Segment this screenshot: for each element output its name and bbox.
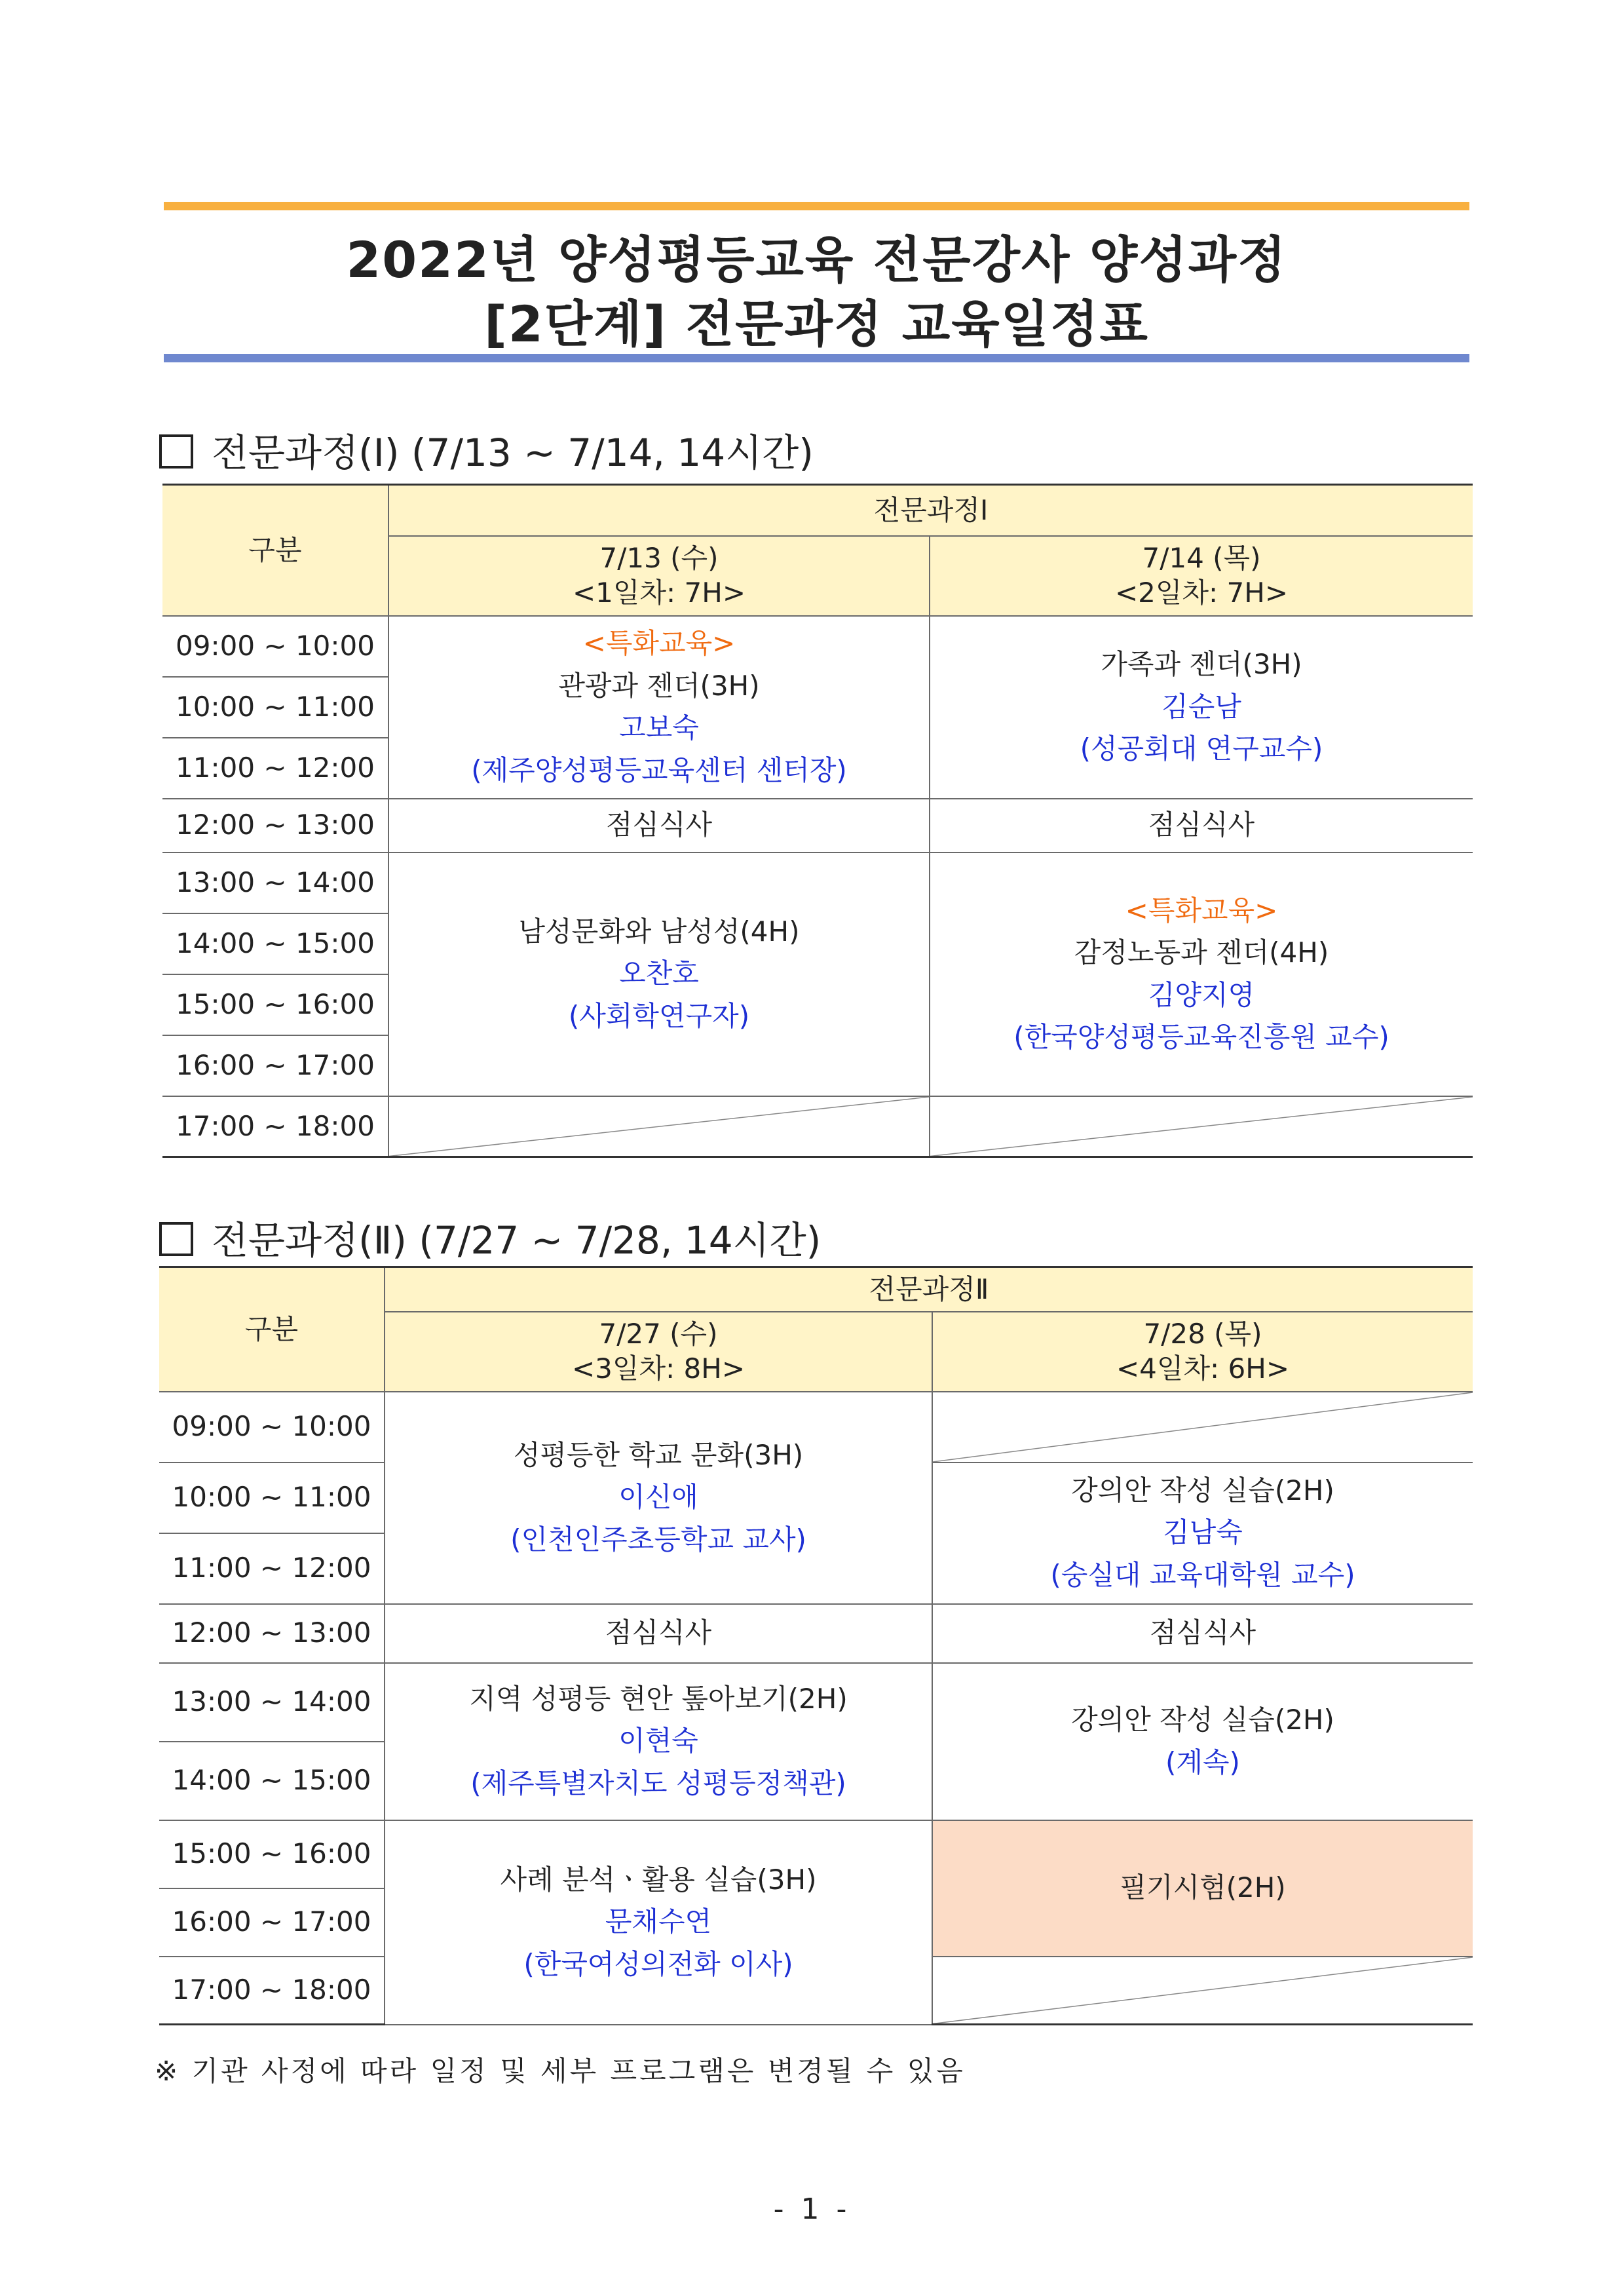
section1-heading <box>159 422 814 477</box>
session-affiliation: (숭실대 교육대학원 교수) <box>1050 1558 1355 1591</box>
section2-heading-text: 전문과정(Ⅱ) (7/27 ~ 7/28, 14시간) <box>212 1218 821 1263</box>
time-cell: 12:00 ~ 13:00 <box>159 1604 385 1663</box>
time-cell: 14:00 ~ 15:00 <box>159 1742 385 1820</box>
day1-date: 7/13 (수) <box>599 542 719 574</box>
session-title: 사례 분석ㆍ활용 실습(3H) <box>500 1863 817 1896</box>
session-tag: <특화교육> <box>1125 894 1278 927</box>
session-affiliation: (인천인주초등학교 교사) <box>510 1523 806 1556</box>
page-title-line1: 2022년 양성평등교육 전문강사 양성과정 <box>346 231 1287 289</box>
session-affiliation: (제주특별자치도 성평등정책관) <box>470 1767 846 1799</box>
time-cell: 13:00 ~ 14:00 <box>159 1663 385 1742</box>
day3-sub: <3일차: 8H> <box>571 1352 746 1385</box>
session-d4-pm1 <box>932 1663 1473 1820</box>
time-cell: 15:00 ~ 16:00 <box>162 974 388 1035</box>
session-affiliation: (제주양성평등교육센터 센터장) <box>471 754 847 786</box>
diagonal-slash <box>389 1097 929 1157</box>
time-cell: 17:00 ~ 18:00 <box>159 1957 385 2025</box>
header-label: 구분 <box>159 1267 385 1392</box>
lunch-cell: 점심식사 <box>388 799 930 852</box>
header-group: 전문과정Ⅱ <box>385 1267 1473 1312</box>
session-title: 지역 성평등 현안 톺아보기(2H) <box>469 1682 848 1715</box>
time-cell: 13:00 ~ 14:00 <box>162 852 388 913</box>
page-title-line2: [2단계] 전문과정 교육일정표 <box>484 295 1149 353</box>
session-d3-pm2 <box>385 1820 932 2025</box>
day4-sub: <4일차: 6H> <box>1116 1352 1290 1385</box>
day4-date: 7/28 (목) <box>1143 1318 1262 1350</box>
session-affiliation: (계속) <box>1165 1746 1240 1778</box>
header-day1 <box>388 536 930 616</box>
session-title: 강의안 작성 실습(2H) <box>1071 1704 1334 1736</box>
time-cell: 10:00 ~ 11:00 <box>159 1463 385 1533</box>
title-bottom-bar <box>164 354 1469 362</box>
session-title: 강의안 작성 실습(2H) <box>1071 1474 1334 1506</box>
time-cell: 09:00 ~ 10:00 <box>159 1392 385 1463</box>
session-lecturer: 김남숙 <box>1163 1516 1243 1549</box>
session-lecturer: 이신애 <box>618 1481 698 1514</box>
session-d2-pm <box>930 852 1473 1096</box>
session-d4-am <box>932 1463 1473 1604</box>
lunch-cell: 점심식사 <box>385 1604 932 1663</box>
diagonal-slash <box>933 1957 1473 2024</box>
header-label: 구분 <box>162 485 388 616</box>
session-title: 가족과 젠더(3H) <box>1101 648 1302 681</box>
checkbox-square-icon <box>159 1222 193 1256</box>
diagonal-slash <box>933 1392 1473 1462</box>
session-affiliation: (한국양성평등교육진흥원 교수) <box>1013 1021 1389 1053</box>
time-cell: 11:00 ~ 12:00 <box>159 1533 385 1604</box>
empty-slot <box>930 1096 1473 1157</box>
day2-sub: <2일차: 7H> <box>1114 576 1289 609</box>
session-d3-pm1 <box>385 1663 932 1820</box>
page-number: - 1 - <box>773 2192 851 2226</box>
session-lecturer: 문채수연 <box>605 1905 712 1938</box>
session-title: 남성문화와 남성성(4H) <box>518 915 800 947</box>
header-group: 전문과정Ⅰ <box>388 485 1473 536</box>
time-cell: 14:00 ~ 15:00 <box>162 913 388 974</box>
header-day3 <box>385 1312 932 1392</box>
session-affiliation: (성공회대 연구교수) <box>1080 733 1323 765</box>
time-cell: 12:00 ~ 13:00 <box>162 799 388 852</box>
session-title: 성평등한 학교 문화(3H) <box>513 1438 804 1471</box>
time-cell: 09:00 ~ 10:00 <box>162 616 388 677</box>
session-lecturer: 오찬호 <box>619 957 699 990</box>
header-day2 <box>930 536 1473 616</box>
session-d3-am <box>385 1392 932 1604</box>
checkbox-square-icon <box>159 434 193 469</box>
session-affiliation: (한국여성의전화 이사) <box>523 1947 793 1980</box>
lunch-cell: 점심식사 <box>932 1604 1473 1663</box>
session-d4-exam: 필기시험(2H) <box>932 1820 1473 1957</box>
empty-slot <box>932 1957 1473 2025</box>
time-cell: 16:00 ~ 17:00 <box>159 1888 385 1957</box>
schedule-table-1 <box>162 484 1473 1158</box>
time-cell: 11:00 ~ 12:00 <box>162 738 388 799</box>
lunch-cell: 점심식사 <box>930 799 1473 852</box>
session-title: 관광과 젠더(3H) <box>558 669 760 702</box>
header-day4 <box>932 1312 1473 1392</box>
session-lecturer: 김순남 <box>1161 690 1241 723</box>
day2-date: 7/14 (목) <box>1142 542 1261 574</box>
session-d1-pm <box>388 852 930 1096</box>
time-cell: 16:00 ~ 17:00 <box>162 1035 388 1096</box>
schedule-table-2 <box>159 1266 1473 2025</box>
session-lecturer: 고보숙 <box>619 712 699 744</box>
time-cell: 15:00 ~ 16:00 <box>159 1820 385 1888</box>
day1-sub: <1일차: 7H> <box>572 576 746 609</box>
section1-heading-text: 전문과정(Ⅰ) (7/13 ~ 7/14, 14시간) <box>212 430 814 475</box>
time-cell: 10:00 ~ 11:00 <box>162 677 388 738</box>
footnote: ※ 기관 사정에 따라 일정 및 세부 프로그램은 변경될 수 있음 <box>155 2055 966 2087</box>
session-affiliation: (사회학연구자) <box>568 999 750 1032</box>
time-cell: 17:00 ~ 18:00 <box>162 1096 388 1157</box>
empty-slot <box>388 1096 930 1157</box>
session-lecturer: 김양지영 <box>1148 978 1255 1011</box>
session-tag: <특화교육> <box>582 627 736 659</box>
session-title: 감정노동과 젠더(4H) <box>1074 936 1329 968</box>
day3-date: 7/27 (수) <box>599 1318 718 1350</box>
section2-heading <box>159 1210 821 1265</box>
session-lecturer: 이현숙 <box>618 1725 698 1757</box>
empty-slot <box>932 1392 1473 1463</box>
session-d1-am <box>388 616 930 799</box>
session-d2-am <box>930 616 1473 799</box>
title-top-bar <box>164 202 1469 210</box>
diagonal-slash <box>930 1097 1473 1157</box>
